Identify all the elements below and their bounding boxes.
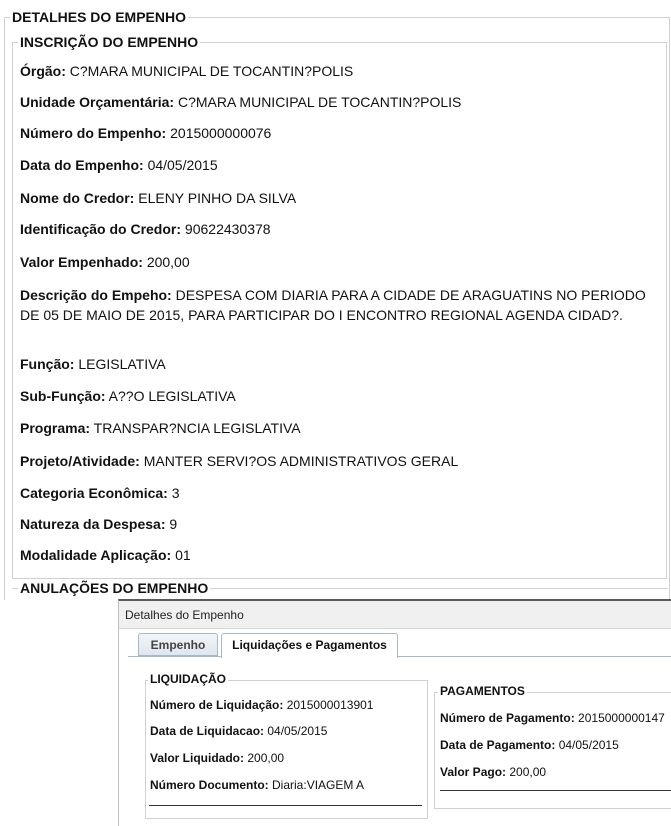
field-projeto-atividade (20, 453, 458, 469)
field-numero-empenho (20, 125, 271, 141)
field-modalidade-aplicacao (20, 547, 191, 563)
field-value: DESPESA COM DIARIA PARA A CIDADE DE ARAGUATINS NO PERIODO DE 05 DE MAIO DE 2015, PARA PARTICIPAR DO I ENCONTRO REGIONAL AGENDA CIDAD?. (20, 287, 646, 323)
field-value: C?MARA MUNICIPAL DE TOCANTIN?POLIS (177, 94, 462, 110)
tab-strip-line (128, 656, 671, 657)
field-orgao (20, 63, 353, 79)
field-value: LEGISLATIVA (78, 356, 166, 372)
field-label: Nome do Credor: (20, 190, 135, 206)
field-value: 3 (171, 485, 180, 501)
field-label: Órgão: (20, 63, 66, 79)
field-value: 9 (169, 516, 178, 532)
field-label: Descrição do Empeho: (20, 287, 172, 303)
field-label: Número de Pagamento: (440, 711, 575, 725)
dialog-title: Detalhes do Empenho (125, 608, 244, 622)
field-value: ELENY PINHO DA SILVA (138, 190, 297, 206)
field-value: 04/05/2015 (147, 157, 218, 173)
field-label: Programa: (20, 420, 91, 436)
field-value: 04/05/2015 (267, 724, 328, 738)
field-value: 01 (175, 547, 191, 563)
field-categoria-economica (20, 485, 180, 501)
field-value: 2015000000076 (170, 125, 272, 141)
field-nome-credor (20, 190, 296, 206)
field-unidade-orcamentaria (20, 94, 461, 110)
field-value: 200,00 (247, 751, 285, 765)
field-label: Valor Pago: (440, 765, 507, 779)
field-valor-empenhado (20, 254, 190, 270)
inscricao-empenho-title: INSCRIÇÃO DO EMPENHO (20, 34, 199, 50)
anulacoes-empenho-title: ANULAÇÕES DO EMPENHO (20, 580, 209, 596)
field-value: Diaria:VIAGEM A (272, 778, 365, 792)
tab-empenho[interactable] (138, 633, 218, 656)
field-label: Sub-Função: (20, 388, 106, 404)
field-value: 2015000000147 (578, 711, 665, 725)
field-descricao (20, 285, 650, 325)
field-label: Número de Liquidação: (150, 698, 284, 712)
field-numero-liquidacao (150, 698, 373, 712)
pagamentos-divider (440, 790, 671, 791)
detalhes-empenho-title: DETALHES DO EMPENHO (12, 9, 186, 25)
field-label: Unidade Orçamentária: (20, 94, 175, 110)
pagamentos-title: PAGAMENTOS (440, 684, 525, 698)
field-identificacao-credor (20, 221, 271, 237)
tab-label: Empenho (150, 638, 206, 652)
field-value: MANTER SERVI?OS ADMINISTRATIVOS GERAL (143, 453, 459, 469)
field-numero-pagamento (440, 711, 665, 725)
field-value: TRANSPAR?NCIA LEGISLATIVA (93, 420, 301, 436)
liquidacao-divider (149, 805, 422, 806)
field-label: Categoria Econômica: (20, 485, 168, 501)
field-label: Identificação do Credor: (20, 221, 182, 237)
field-sub-funcao (20, 388, 236, 404)
field-value: 200,00 (146, 254, 190, 270)
field-data-pagamento (440, 738, 619, 752)
tab-label: Liquidações e Pagamentos (232, 638, 387, 652)
field-value: C?MARA MUNICIPAL DE TOCANTIN?POLIS (69, 63, 354, 79)
field-label: Data do Empenho: (20, 157, 144, 173)
field-label: Função: (20, 356, 75, 372)
field-numero-documento (150, 778, 364, 792)
field-value: 90622430378 (184, 221, 271, 237)
field-programa (20, 420, 301, 436)
field-label: Modalidade Aplicação: (20, 547, 172, 563)
liquidacao-title: LIQUIDAÇÃO (150, 672, 226, 686)
field-data-liquidacao (150, 724, 327, 738)
field-value: 04/05/2015 (558, 738, 619, 752)
field-label: Projeto/Atividade: (20, 453, 140, 469)
field-label: Número do Empenho: (20, 125, 167, 141)
field-value: 200,00 (509, 765, 547, 779)
field-label: Valor Empenhado: (20, 254, 143, 270)
field-label: Data de Liquidacao: (150, 724, 265, 738)
field-value: 2015000013901 (286, 698, 374, 712)
field-value: A??O LEGISLATIVA (108, 388, 236, 404)
field-valor-liquidado (150, 751, 284, 765)
tab-liquidacoes-pagamentos[interactable] (221, 633, 398, 658)
field-natureza-despesa (20, 516, 177, 532)
field-label: Valor Liquidado: (150, 751, 245, 765)
field-funcao (20, 356, 166, 372)
field-label: Número Documento: (150, 778, 269, 792)
field-valor-pago (440, 765, 546, 779)
field-data-empenho (20, 157, 218, 173)
field-label: Data de Pagamento: (440, 738, 556, 752)
field-label: Natureza da Despesa: (20, 516, 166, 532)
